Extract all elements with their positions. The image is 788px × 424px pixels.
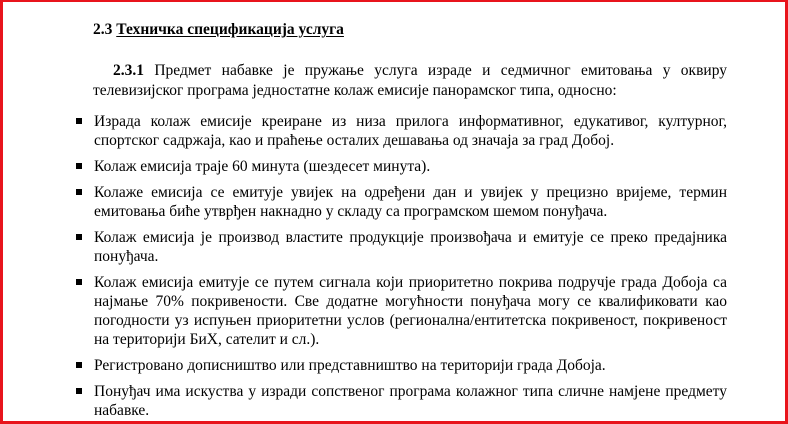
list-item-text: Понуђач има искуства у изради сопственог програма колажног типа сличне намјене предмету набавке. xyxy=(94,383,727,419)
list-item xyxy=(76,112,727,150)
square-bullet-icon xyxy=(76,388,82,394)
list-item xyxy=(76,228,727,266)
square-bullet-icon xyxy=(76,163,82,169)
square-bullet-icon xyxy=(76,189,82,195)
section-number: 2.3 xyxy=(93,21,113,38)
square-bullet-icon xyxy=(76,118,82,124)
square-bullet-icon xyxy=(76,362,82,368)
list-item-text: Израда колаж емисије креиране из низа прилога информативног, едукативог, културног, спортског садржаја, као и праћење осталих дешавања од значаја за град Добој. xyxy=(94,113,727,149)
list-item-text: Колаж емисија траје 60 минута (шездесет минута). xyxy=(94,158,431,175)
square-bullet-icon xyxy=(76,279,82,285)
section-heading xyxy=(93,21,344,39)
list-item xyxy=(76,382,727,420)
intro-paragraph xyxy=(93,61,727,101)
list-item xyxy=(76,183,727,221)
intro-number: 2.3.1 xyxy=(113,62,144,79)
square-bullet-icon xyxy=(76,234,82,240)
list-item xyxy=(76,157,727,176)
intro-text: Предмет набавке је пружање услуга израде и седмичног емитовања у оквиру телевизијског програма једностатне колаж емисије панорамског типа, односно: xyxy=(93,62,727,99)
section-title: Техничка спецификација услуга xyxy=(116,21,344,38)
list-item-text: Колаж емисија је производ властите продукције произвођача и емитује се преко предајника понуђача. xyxy=(94,229,727,265)
list-item xyxy=(76,356,727,375)
list-item xyxy=(76,273,727,349)
list-item-text: Регистровано дописништво или представништво на територији града Добоја. xyxy=(94,357,606,374)
list-item-text: Колаже емисија се емитује увијек на одређени дан и увијек у прецизно вријеме, термин емитовања биће утврђен накнадно у складу са програмском шемом понуђача. xyxy=(94,184,727,220)
requirements-list xyxy=(76,112,727,424)
list-item-text: Колаж емисија емитује се путем сигнала који приоритетно покрива подручје града Добоја са најмање 70% покривености. Све додатне могућности понуђача могу се квалификовати као погодности уз испуњен приоритетни услов (регионална/ентитетска покривеност, покривеност на територији БиХ, сателит и сл.). xyxy=(94,274,727,348)
